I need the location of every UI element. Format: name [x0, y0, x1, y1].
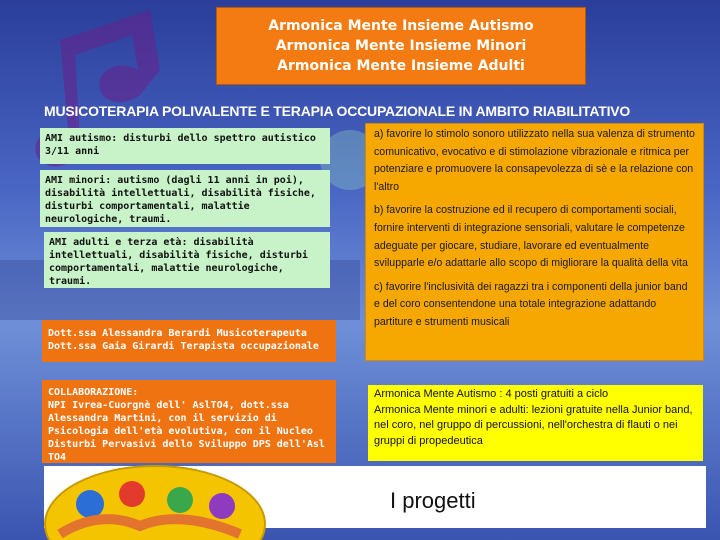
subtitle: MUSICOTERAPIA POLIVALENTE E TERAPIA OCCUPAZIONALE IN AMBITO RIABILITATIVO	[44, 103, 631, 119]
footer-title: I progetti	[390, 488, 476, 513]
goal-c: c) favorire l'inclusività dei ragazzi tra i componenti della junior band e del coro consentendone una totale integrazione adattando partiture e strumenti musicali	[374, 280, 688, 328]
title-line-adulti: Armonica Mente Insieme Adulti	[277, 58, 525, 74]
staff-box	[42, 320, 336, 362]
title-box	[216, 7, 586, 85]
collaborazione-box	[42, 380, 336, 463]
ami-autismo-box: AMI autismo: disturbi dello spettro autistico 3/11 anni	[40, 128, 330, 164]
collaborazione-heading: COLLABORAZIONE:	[48, 387, 139, 398]
title-line-autismo: Armonica Mente Insieme Autismo	[268, 18, 534, 34]
collaborazione-text: NPI Ivrea-Cuorgnè dell' AslTO4, dott.ssa Alessandra Martini, con il servizio di Psicologia dell'età evolutiva, con il Nucleo Disturbi Pervasivi dello Sviluppo DPS dell'Asl TO4	[48, 400, 325, 463]
logo-figure-blue	[76, 490, 104, 518]
staff-line-1: Dott.ssa Alessandra Berardi Musicoterapeuta	[48, 328, 307, 339]
goal-b: b) favorire la costruzione ed il recupero di comportamenti sociali, fornire interventi di integrazione sensoriali, valutare le competenze adeguate per giocare, studiare, lavorare ed eventualmente svilupparle e/o adattarle allo scopo di migliorare la qualità della vita	[374, 204, 688, 270]
goal-a: a) favorire lo stimolo sonoro utilizzato nella sua valenza di strumento comunicativo, evocativo e di stimolazione vibrazionale e ritmica per potenziare e promuovere la consapevolezza di sè e la relazione con l'altro	[374, 128, 695, 193]
ami-minori-box: AMI minori: autismo (dagli 11 anni in poi), disabilità intellettuali, disabilità fisiche, disturbi comportamentali, malattie neurologiche, traumi.	[40, 170, 330, 227]
logo-figure-purple	[209, 493, 235, 519]
goals-box	[366, 124, 703, 360]
offer-line-1: Armonica Mente Autismo : 4 posti gratuiti a ciclo	[374, 388, 609, 400]
offer-line-2: Armonica Mente minori e adulti: lezioni gratuite nella Junior band, nel coro, nel gruppo di percussioni, nell'orchestra di flauti o nei gruppi di propedeutica	[374, 403, 693, 447]
logo-emblem	[40, 464, 270, 540]
staff-line-2: Dott.ssa Gaia Girardi Terapista occupazionale	[48, 341, 319, 352]
logo-figure-green	[167, 487, 193, 513]
offer-box	[368, 385, 703, 461]
logo-figure-red	[119, 481, 145, 507]
title-line-minori: Armonica Mente Insieme Minori	[275, 38, 527, 54]
ami-adulti-box: AMI adulti e terza età: disabilità intellettuali, disabilità fisiche, disturbi comportamentali, malattie neurologiche, traumi.	[44, 232, 330, 288]
